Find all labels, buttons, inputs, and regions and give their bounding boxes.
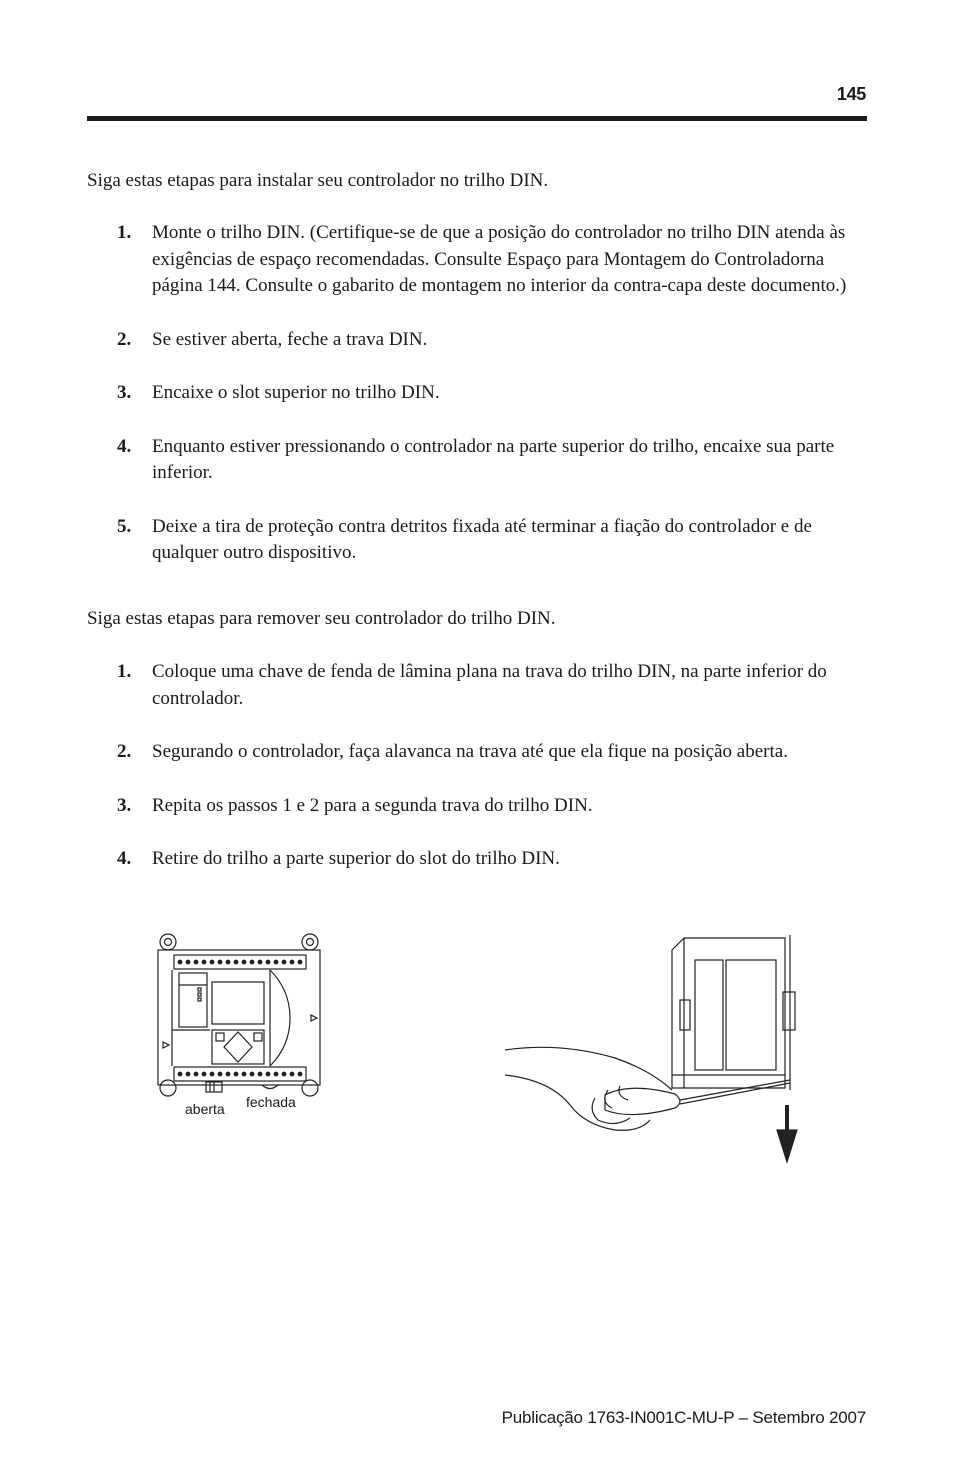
remove-step: 1. Coloque uma chave de fenda de lâmina plana na trava do trilho DIN, na parte inferior do controlador. <box>117 661 827 709</box>
remove-steps <box>87 659 867 873</box>
remove-intro: Siga estas etapas para remover seu controlador do trilho DIN. <box>87 608 556 629</box>
controller-removal-illustration <box>500 930 820 1165</box>
controller-front-illustration <box>150 930 330 1100</box>
install-step: 3. Encaixe o slot superior no trilho DIN. <box>117 382 440 403</box>
remove-step: 3. Repita os passos 1 e 2 para a segunda trava do trilho DIN. <box>117 794 593 816</box>
install-step: 5. Deixe a tira de proteção contra detritos fixada até terminar a fiação do controlador e de qualquer outro dispositivo. <box>117 515 812 563</box>
install-step: 2. Se estiver aberta, feche a trava DIN. <box>117 328 428 350</box>
publication-footer: Publicação 1763-IN001C-MU-P – Setembro 2007 <box>501 1408 866 1427</box>
install-step: 1. Monte o trilho DIN. (Certifique-se de que a posição do controlador no trilho DIN atenda às exigências de espaço recomendadas. Consulte Espaço para Montagem do Controladorna página 144. Consulte o gabarito de montagem no interior da contra-capa deste documento.) <box>117 222 847 296</box>
install-intro: Siga estas etapas para instalar seu controlador no trilho DIN. <box>87 170 549 191</box>
install-steps <box>87 220 867 567</box>
remove-step: 4. Retire do trilho a parte superior do slot do trilho DIN. <box>117 848 560 869</box>
remove-step: 2. Segurando o controlador, faça alavanca na trava até que ela fique na posição aberta. <box>117 741 788 762</box>
latch-closed-label: fechada <box>246 1094 296 1110</box>
latch-open-label: aberta <box>185 1101 225 1117</box>
header-rule <box>87 116 867 121</box>
install-step: 4. Enquanto estiver pressionando o controlador na parte superior do trilho, encaixe sua parte inferior. <box>117 435 835 483</box>
page-number: 145 <box>836 84 866 104</box>
